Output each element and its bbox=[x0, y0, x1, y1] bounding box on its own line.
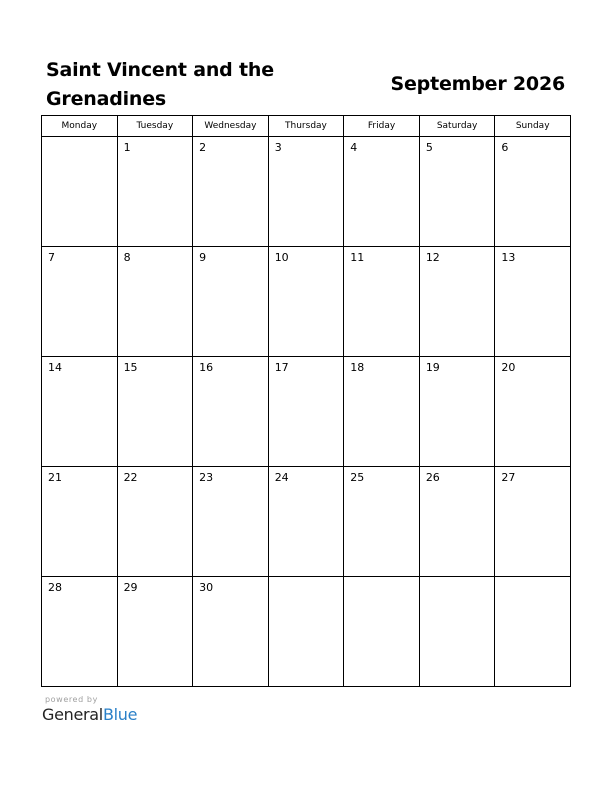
day-cell bbox=[344, 467, 420, 577]
day-cell bbox=[42, 467, 118, 577]
month-title: September 2026 bbox=[390, 73, 565, 95]
day-cell bbox=[268, 577, 344, 687]
day-cell bbox=[495, 467, 571, 577]
day-number: 14 bbox=[48, 361, 62, 374]
day-number: 24 bbox=[274, 471, 289, 484]
weekday-header: Monday bbox=[42, 116, 118, 137]
brand-blue-text: Blue bbox=[102, 705, 138, 724]
day-cell bbox=[495, 577, 571, 687]
day-cell bbox=[42, 137, 118, 247]
day-number bbox=[420, 577, 495, 581]
day-number: 15 bbox=[123, 361, 138, 374]
day-cell bbox=[419, 467, 495, 577]
powered-by-label: powered by bbox=[45, 695, 98, 704]
day-number: 29 bbox=[123, 581, 138, 594]
day-number: 25 bbox=[350, 471, 365, 484]
day-cell bbox=[42, 357, 118, 467]
day-number: 4 bbox=[350, 141, 358, 154]
day-cell bbox=[344, 247, 420, 357]
day-number: 12 bbox=[425, 251, 440, 264]
day-number: 27 bbox=[501, 471, 516, 484]
day-cell bbox=[495, 137, 571, 247]
day-number bbox=[42, 137, 117, 141]
day-number: 10 bbox=[274, 251, 289, 264]
day-cell bbox=[42, 577, 118, 687]
day-cell bbox=[117, 247, 193, 357]
day-number: 20 bbox=[501, 361, 516, 374]
day-number bbox=[344, 577, 419, 581]
day-cell bbox=[117, 357, 193, 467]
day-cell bbox=[419, 247, 495, 357]
weekday-header: Tuesday bbox=[117, 116, 193, 137]
day-cell bbox=[268, 357, 344, 467]
day-number: 13 bbox=[501, 251, 516, 264]
day-number: 19 bbox=[425, 361, 440, 374]
day-cell bbox=[42, 247, 118, 357]
day-number: 7 bbox=[48, 251, 55, 264]
day-cell bbox=[419, 137, 495, 247]
day-number bbox=[495, 577, 570, 581]
day-number: 5 bbox=[425, 141, 433, 154]
day-number: 23 bbox=[199, 471, 214, 484]
weekday-header: Wednesday bbox=[193, 116, 269, 137]
day-cell bbox=[344, 137, 420, 247]
day-cell bbox=[193, 357, 269, 467]
day-number: 2 bbox=[199, 141, 207, 154]
day-cell bbox=[344, 577, 420, 687]
day-number: 9 bbox=[199, 251, 207, 264]
day-cell bbox=[419, 577, 495, 687]
weekday-header: Sunday bbox=[495, 116, 571, 137]
day-cell bbox=[268, 137, 344, 247]
day-cell bbox=[117, 137, 193, 247]
day-number: 8 bbox=[123, 251, 131, 264]
day-number: 1 bbox=[123, 141, 131, 154]
calendar-grid bbox=[41, 115, 571, 687]
brand-logo[interactable] bbox=[42, 705, 137, 724]
day-cell bbox=[193, 247, 269, 357]
day-cell bbox=[117, 577, 193, 687]
weekday-header: Thursday bbox=[268, 116, 344, 137]
day-number: 22 bbox=[123, 471, 138, 484]
day-number: 3 bbox=[274, 141, 282, 154]
day-number: 30 bbox=[199, 581, 214, 594]
day-cell bbox=[268, 467, 344, 577]
brand-general-text: General bbox=[42, 705, 103, 724]
day-cell bbox=[193, 467, 269, 577]
weekday-header: Saturday bbox=[419, 116, 495, 137]
day-number: 6 bbox=[501, 141, 509, 154]
day-number: 28 bbox=[48, 581, 62, 594]
day-cell bbox=[419, 357, 495, 467]
day-cell bbox=[268, 247, 344, 357]
day-number: 21 bbox=[48, 471, 62, 484]
day-number: 18 bbox=[350, 361, 365, 374]
week-row bbox=[42, 247, 571, 357]
week-row bbox=[42, 467, 571, 577]
day-cell bbox=[193, 577, 269, 687]
day-number: 11 bbox=[350, 251, 365, 264]
weekday-header-row bbox=[42, 116, 571, 137]
day-number: 26 bbox=[425, 471, 440, 484]
day-cell bbox=[344, 357, 420, 467]
day-number: 17 bbox=[274, 361, 289, 374]
day-cell bbox=[495, 247, 571, 357]
day-cell bbox=[193, 137, 269, 247]
weekday-header: Friday bbox=[344, 116, 420, 137]
day-cell bbox=[117, 467, 193, 577]
day-number: 16 bbox=[199, 361, 214, 374]
week-row bbox=[42, 577, 571, 687]
day-number bbox=[269, 577, 344, 581]
country-title: Saint Vincent and the Grenadines bbox=[46, 59, 274, 110]
day-cell bbox=[495, 357, 571, 467]
footer bbox=[42, 695, 137, 724]
week-row bbox=[42, 357, 571, 467]
week-row bbox=[42, 137, 571, 247]
